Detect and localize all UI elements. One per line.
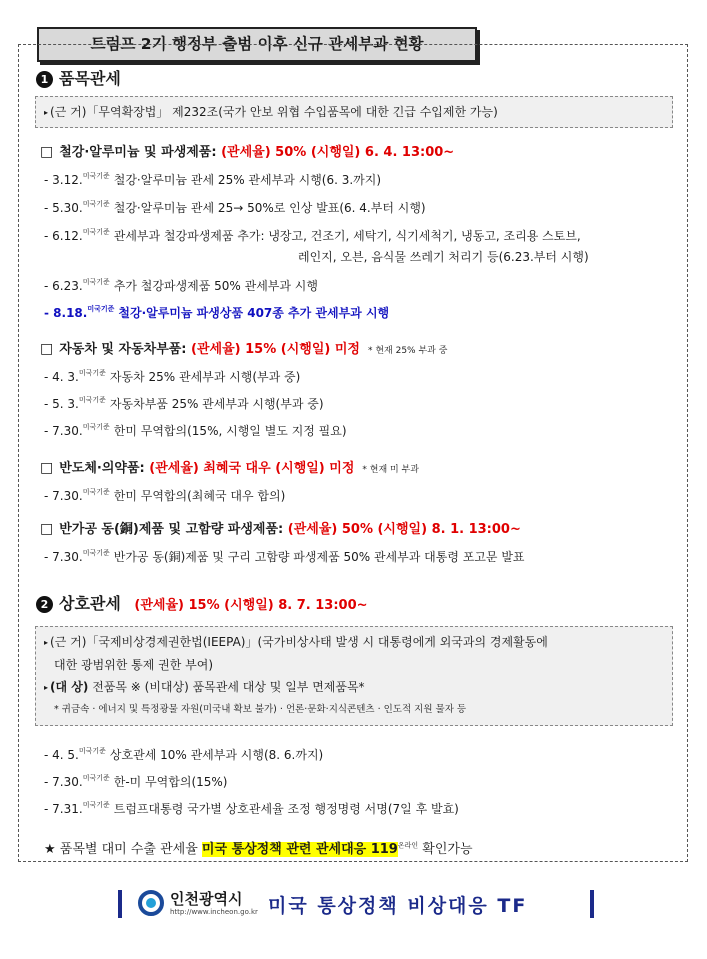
steel-heading — [40, 141, 454, 160]
list-item: - 3.12.$^{미국기준}$ 철강·알루미늄 관세 25% 관세부과 시행(6. 3.까지) — [44, 172, 382, 187]
list-item: - 6.12.$^{미국기준}$ 관세부과 철강파생제품 추가: 냉장고, 건조기, 세탁기, 식기세척기, 냉동고, 조리용 스토브, — [44, 228, 581, 243]
highlight-link[interactable]: 미국 통상정책 관련 관세대응 119 — [201, 842, 398, 857]
section2-title: 상호관세 — [59, 594, 121, 613]
semi-label: 반도체·의약품: — [59, 461, 145, 476]
basis-label: (근 거) — [50, 635, 87, 649]
section2-basis — [35, 626, 673, 726]
auto-note: * 현재 25% 부과 중 — [367, 346, 448, 356]
section1-basis — [35, 96, 673, 128]
list-item-highlighted: - 8.18.$^{미국기준}$ 철강·알루미늄 파생상품 407종 추가 관세부과 시행 — [44, 305, 390, 320]
list-item-continuation: 레인지, 오븐, 음식물 쓰레기 처리기 등(6.23.부터 시행) — [298, 250, 589, 264]
triangle-icon: ▸ — [44, 683, 49, 692]
section2-number: 2 — [36, 596, 53, 613]
checkbox-icon: □ — [40, 144, 54, 160]
copper-rate: (관세율) 50% (시행일) 8. 1. 13:00~ — [287, 522, 521, 537]
list-item: - 5.30.$^{미국기준}$ 철강·알루미늄 관세 25→ 50%로 인상 발표(6. 4.부터 시행) — [44, 200, 426, 215]
list-item: - 7.31.$^{미국기준}$ 트럼프대통령 국가별 상호관세율 조정 행정명령 서명(7일 후 발효) — [44, 801, 459, 816]
semi-rate: (관세율) 최혜국 대우 (시행일) 미정 — [149, 461, 355, 476]
tf-title: 미국 통상정책 비상대응 TF — [268, 895, 528, 917]
auto-heading — [40, 338, 447, 357]
triangle-icon: ▸ — [44, 638, 49, 647]
incheon-logo-icon — [138, 890, 164, 916]
checkbox-icon: □ — [40, 460, 54, 476]
auto-rate: (관세율) 15% (시행일) 미정 — [191, 342, 360, 357]
target-note: * 귀금속 · 에너지 및 특정광물 자원(미국내 확보 불가) · 언론·문화·지식콘텐츠 · 인도적 지원 물자 등 — [54, 704, 467, 715]
auto-label: 자동차 및 자동차부품: — [59, 342, 187, 357]
target-text: 전품목 ※ (비대상) 품목관세 대상 및 일부 면제품목* — [92, 680, 365, 694]
content-frame — [18, 44, 688, 862]
list-item: - 4. 5.$^{미국기준}$ 상호관세 10% 관세부과 시행(8. 6.까지) — [44, 747, 324, 762]
basis-text: 「국제비상경제권한법(IEEPA)」(국가비상사태 발생 시 대통령에게 외국과의 경제활동에 — [86, 635, 548, 649]
list-item: - 7.30.$^{미국기준}$ 반가공 동(銅)제품 및 구리 고함량 파생제품 50% 관세부과 대통령 포고문 발표 — [44, 549, 525, 564]
footer-left-bar — [118, 890, 122, 918]
page-title: 트럼프 2기 행정부 출범 이후 신규 관세부과 현황 — [37, 27, 477, 62]
org-name: 인천광역시 — [170, 890, 243, 908]
list-item: - 7.30.$^{미국기준}$ 한-미 무역합의(15%) — [44, 774, 228, 789]
section1-number: 1 — [36, 71, 53, 88]
section2-rate: (관세율) 15% (시행일) 8. 7. 13:00~ — [134, 598, 368, 613]
copper-label: 반가공 동(銅)제품 및 고함량 파생제품: — [59, 522, 284, 537]
footer — [118, 886, 596, 922]
steel-label: 철강·알루미늄 및 파생제품: — [59, 145, 217, 160]
bottom-suffix: 확인가능 — [422, 842, 473, 857]
semi-note: * 현재 미 부과 — [362, 465, 419, 475]
checkbox-icon: □ — [40, 521, 54, 537]
list-item: - 5. 3.$^{미국기준}$ 자동차부품 25% 관세부과 시행(부과 중) — [44, 396, 324, 411]
online-sup: 온라인 — [397, 841, 419, 850]
org-url[interactable]: http://www.incheon.go.kr — [170, 908, 258, 916]
list-item: - 7.30.$^{미국기준}$ 한미 무역합의(최혜국 대우 합의) — [44, 488, 286, 503]
triangle-icon: ▸ — [44, 108, 49, 117]
section2-heading — [36, 591, 368, 614]
section1-title: 품목관세 — [59, 69, 121, 88]
steel-rate: (관세율) 50% (시행일) 6. 4. 13:00~ — [221, 145, 455, 160]
semi-heading — [40, 457, 419, 476]
basis-text: 「무역확장법」 제232조(국가 안보 위협 수입품목에 대한 긴급 수입제한 가능) — [86, 105, 498, 119]
checkbox-icon: □ — [40, 341, 54, 357]
list-item: - 6.23.$^{미국기준}$ 추가 철강파생제품 50% 관세부과 시행 — [44, 278, 318, 293]
star-icon: ★ — [44, 842, 56, 857]
footer-right-bar — [590, 890, 594, 918]
bottom-prefix: 품목별 대미 수출 관세율 — [59, 842, 198, 857]
basis-label: (근 거) — [50, 105, 87, 119]
list-item: - 7.30.$^{미국기준}$ 한미 무역합의(15%, 시행일 별도 지정 필요) — [44, 423, 347, 438]
target-label: (대 상) — [50, 680, 89, 694]
bottom-note — [44, 838, 473, 857]
section1-heading — [36, 66, 121, 89]
list-item: - 4. 3.$^{미국기준}$ 자동차 25% 관세부과 시행(부과 중) — [44, 369, 301, 384]
copper-heading — [40, 518, 521, 537]
basis-text-cont: 대한 광범위한 통제 권한 부여) — [54, 658, 214, 672]
